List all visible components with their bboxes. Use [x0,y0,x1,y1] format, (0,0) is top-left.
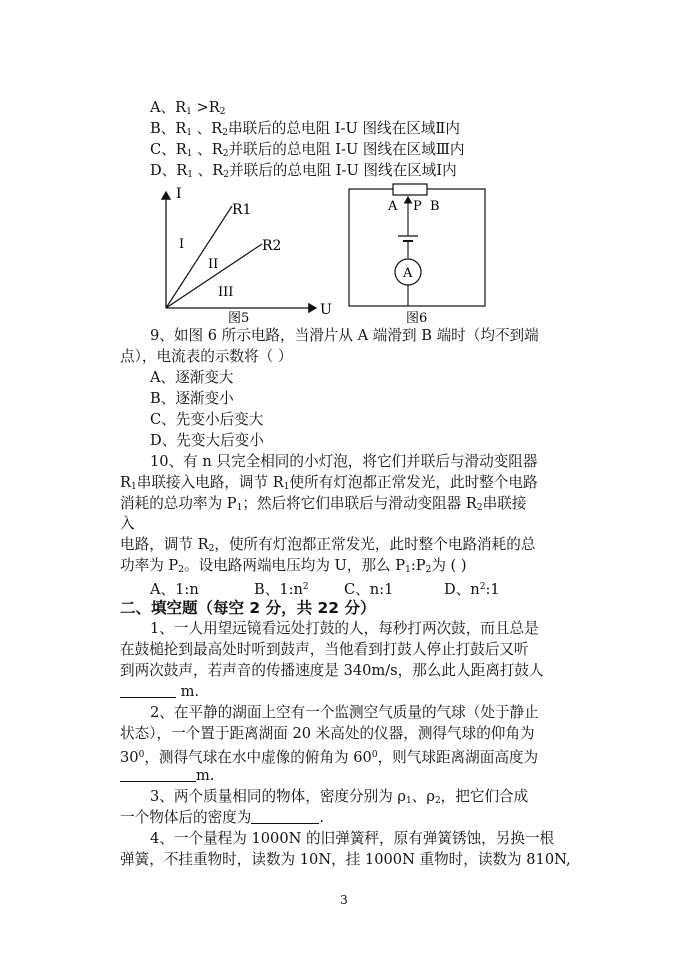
f2-line1: 2、在平静的湖面上空有一个监测空气质量的气球（处于静止 [150,704,539,721]
q10-stem-line1: 10、有 n 只完全相同的小灯泡，将它们并联后与滑动变阻器 [150,453,538,470]
r2-line [166,244,262,308]
q8-option-a: A、$R_1 >R_2$ [150,99,226,117]
f4-line1: 4、一个量程为 1000N 的旧弹簧秤，原有弹簧锈蚀，另换一根 [150,830,555,847]
q10-option-c: C、n:1 [344,581,394,598]
q8-option-c: C、$R_1$ 、$R_2$并联后的总电阻 I-U 图线在区域Ⅲ内 [150,141,465,159]
q9-stem-line1: 9、如图 6 所示电路，当滑片从 A 端滑到 B 端时（均不到端 [150,327,539,344]
q10-stem-line5: 电路，调节 $R_2$，使所有灯泡都正常发光，此时整个电路消耗的总 [120,536,536,554]
q10-stem-line2: $R_1$串联接入电路，调节 $R_1$使所有灯泡都正常发光，此时整个电路 [120,474,538,492]
region-1-label: I [179,237,185,252]
q10-option-d: D、$n^2:1$ [444,581,500,598]
section-2-header: 二、填空题（每空 2 分，共 22 分） [120,599,376,617]
q10-stem-line4: 入 [120,515,135,532]
label-p: P [413,199,422,214]
answer-blank-2 [120,767,196,782]
r1-label: R1 [232,202,252,218]
region-2-label: II [208,257,219,272]
i-axis-label: I [176,186,182,202]
f2-line3: $30^0$，测得气球在水中虚像的俯角为 $60^0$，则气球距离湖面高度为 [120,749,539,766]
figure-6-circuit [346,180,490,326]
region-3-label: III [218,285,234,300]
u-axis-label: U [320,302,332,318]
f3-line2: 一个物体后的密度为 . [120,809,324,826]
ammeter-label: A [403,266,413,281]
figure-5-caption: 图5 [228,311,250,326]
q10-stem-line6: 功率为 $P_2$。设电路两端电压均为 U，那么 $P_1:P_2$为 ( ) [120,557,467,575]
q9-option-c: C、先变小后变大 [150,411,264,428]
q9-stem-line2: 点），电流表的示数将（ ） [120,348,293,365]
q10-option-b: B、$1:n^2$ [254,581,309,598]
f3-line1: 3、两个质量相同的物体，密度分别为 $\rho_1$、$\rho_2$，把它们合成 [150,788,529,806]
f2-line2: 状态），一个置于距离湖面 20 米高处的仪器，测得气球的仰角为 [120,725,535,742]
label-b: B [430,199,440,214]
q10-option-a: A、1:n [150,581,199,598]
f1-line2: 在鼓槌抡到最高处时听到鼓声，当他看到打鼓人停止打鼓后又听 [120,641,529,658]
rheostat [393,184,427,195]
page-number: 3 [340,893,348,907]
f1-line4: m. [120,682,199,702]
answer-blank-3 [251,809,319,824]
q9-option-b: B、逐渐变小 [150,390,234,407]
figure-6-caption: 图6 [406,311,428,326]
figure-5-iu-graph [150,186,340,326]
r2-label: R2 [262,238,282,254]
f1-line3: 到两次鼓声，若声音的传播速度是 340m/s，那么此人距离打鼓人 [120,662,544,679]
f4-line2: 弹簧，不挂重物时，读数为 10N，挂 1000N 重物时，读数为 810N, [120,851,571,868]
q9-option-a: A、逐渐变大 [150,369,234,386]
f1-line1: 1、一人用望远镜看远处打鼓的人，每秒打两次鼓，而且总是 [150,620,539,637]
q10-options [150,577,500,600]
q8-option-b: B、$R_1$ 、$R_2$串联后的总电阻 I-U 图线在区域Ⅱ内 [150,120,460,138]
q8-option-d: D、$R_1$ 、$R_2$并联后的总电阻 I-U 图线在区域Ⅰ内 [150,162,457,180]
q9-option-d: D、先变大后变小 [150,432,264,449]
label-a: A [388,199,398,214]
answer-blank-1 [120,683,176,698]
f2-line4: m. [120,766,214,786]
q10-stem-line3: 消耗的总功率为 $P_1$；然后将它们串联后与滑动变阻器 $R_2$串联接 [120,495,527,513]
